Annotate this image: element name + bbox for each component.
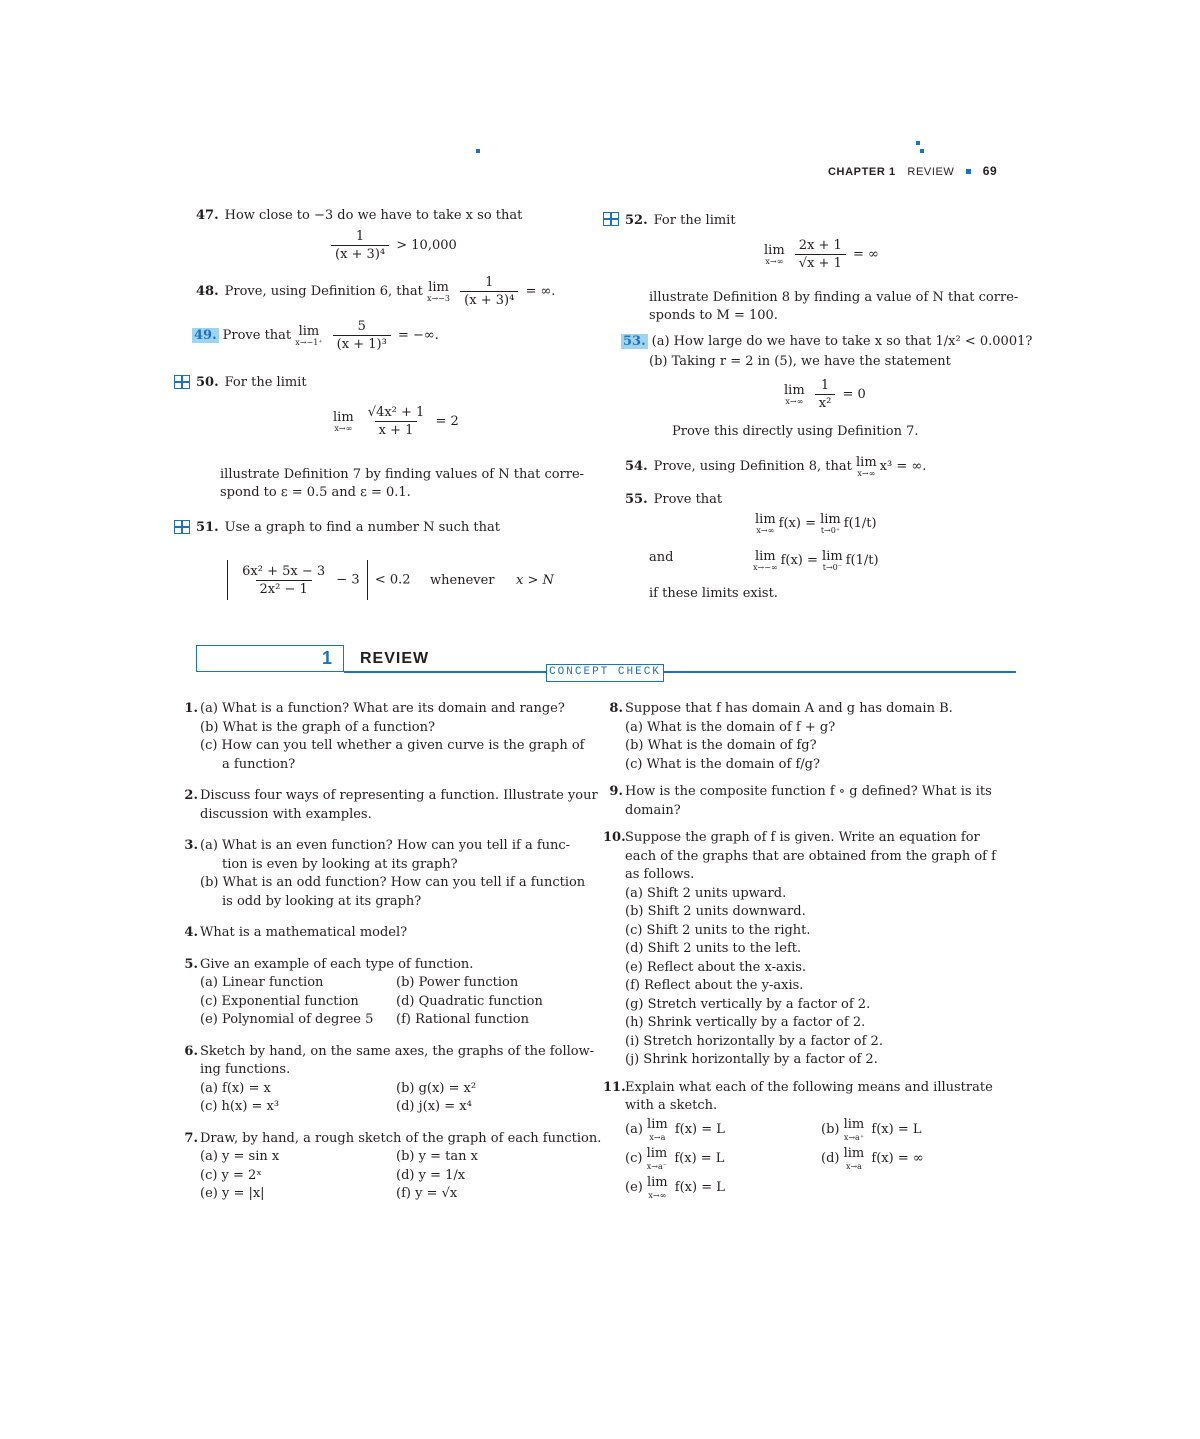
review-item: [184, 1130, 602, 1204]
minus-term: − 3: [332, 572, 360, 588]
item-number: 7.: [184, 1130, 198, 1146]
item-text: Suppose that f has domain A and g has domain B.: [625, 701, 953, 716]
item-line: [625, 1097, 993, 1116]
exercise-53-formula: [784, 378, 866, 411]
page-number: 69: [982, 164, 998, 178]
lim-label: lim: [333, 410, 354, 425]
lim-label: lim: [646, 1145, 668, 1161]
lim-expression: [647, 1116, 668, 1143]
item-text: (c) How can you tell whether a given curve is the graph of: [200, 738, 585, 753]
exercise-text: Prove, using Definition 8, that: [653, 459, 857, 474]
graphing-calculator-icon: [174, 520, 190, 534]
item-line: [625, 996, 996, 1015]
item-line: [184, 837, 585, 856]
limit-statement: f(x) = L: [670, 1121, 725, 1137]
graphing-calculator-icon: [603, 212, 619, 226]
lim-subscript: x→−3: [427, 294, 451, 303]
lim-subscript: x→∞: [785, 397, 804, 406]
grid-cell: [625, 1116, 821, 1143]
item-number: 6.: [184, 1043, 198, 1059]
exercise-47: [196, 208, 522, 223]
item-text: (b) What is the domain of fg?: [625, 738, 817, 753]
lhs: f(x) =: [780, 553, 823, 568]
item-line: [625, 977, 996, 996]
item-line: [625, 1014, 996, 1033]
item-number: 9.: [609, 784, 623, 799]
item-text: (a) What is an even function? How can you tell if a func-: [200, 838, 571, 853]
item-line: [200, 737, 584, 756]
grid-cell: (d) Quadratic function: [396, 993, 543, 1009]
item-text: (b) Shift 2 units downward.: [625, 904, 806, 919]
grid-cell: (a) Linear function: [200, 975, 324, 990]
review-item: [184, 837, 586, 911]
item-grid-row: [200, 1185, 601, 1204]
grid-cell: (a) f(x) = x: [200, 1080, 271, 1096]
lim-subscript: x→a⁻: [646, 1162, 667, 1171]
exercise-53: [621, 334, 1032, 349]
heading-rule: [344, 671, 1016, 673]
denominator: x + 1: [375, 421, 418, 438]
item-text: What is a mathematical model?: [200, 925, 408, 940]
chapter-label: CHAPTER 1: [828, 166, 896, 178]
lim-subscript: x→∞: [648, 1191, 667, 1200]
item-grid-row: [200, 974, 566, 993]
part-label: (c): [625, 1150, 647, 1166]
exercise-51: [196, 520, 500, 535]
item-text: (b) What is an odd function? How can you tell if a function: [200, 875, 586, 890]
item-line: [625, 756, 953, 775]
denominator: (x + 1)³: [333, 335, 391, 352]
review-item: [609, 783, 992, 820]
exercise-text: For the limit: [224, 375, 307, 390]
lim-label: lim: [646, 1174, 668, 1190]
item-text: (j) Shrink horizontally by a factor of 2.: [625, 1052, 878, 1067]
review-item: [184, 956, 566, 1030]
item-line: [625, 1051, 996, 1070]
item-text: Draw, by hand, a rough sketch of the graph of each function.: [200, 1130, 602, 1146]
grid-cell: (b) Power function: [396, 975, 519, 990]
numerator: 6x² + 5x − 3: [242, 563, 326, 579]
denominator: x²: [815, 394, 836, 411]
item-grid-row: [200, 1080, 594, 1099]
review-title: REVIEW: [360, 650, 430, 667]
item-line: [184, 700, 584, 719]
item-line: [200, 893, 585, 912]
item-text: (e) Reflect about the x-axis.: [625, 959, 807, 975]
item-line: [200, 719, 584, 738]
grid-cell: (f) Rational function: [396, 1012, 529, 1027]
lim-expression: [647, 1145, 668, 1172]
lim-subscript: x→∞: [857, 469, 876, 478]
item-line: [625, 848, 996, 867]
denominator: 2x² − 1: [256, 580, 312, 597]
item-line: [625, 940, 996, 959]
grid-cell: (a) y = sin x: [200, 1149, 280, 1164]
exercise-number: 49.: [194, 328, 217, 343]
rhs: f(1/t): [845, 553, 879, 568]
lim-subscript: x→−1⁺: [295, 338, 323, 347]
inequality: < 0.2: [374, 572, 411, 588]
item-grid-row: [625, 1116, 993, 1145]
part-label: (d): [821, 1150, 844, 1166]
lim-label: lim: [856, 455, 877, 470]
lim-subscript: x→∞: [756, 526, 775, 535]
denominator: √x + 1: [795, 254, 846, 271]
exercise-number: 53.: [623, 334, 646, 349]
item-line: [184, 787, 598, 806]
review-item: [184, 924, 408, 943]
item-line: [625, 922, 996, 941]
exercise-53-part-b: (b) Taking r = 2 in (5), we have the statement: [649, 354, 951, 369]
exercise-50: [196, 375, 307, 390]
lim-subscript: x→∞: [334, 424, 353, 433]
item-number: 8.: [609, 701, 623, 716]
grid-cell: (e) y = |x|: [200, 1186, 265, 1201]
lim-label: lim: [843, 1116, 865, 1132]
item-line: [184, 1130, 602, 1149]
grid-cell: [821, 1145, 991, 1172]
exercise-52: [625, 213, 736, 228]
lim-subscript: t→0⁻: [822, 563, 842, 572]
exercise-50-formula: [333, 405, 459, 438]
limit-value: = 0: [842, 387, 866, 402]
condition-text: x > N: [516, 573, 554, 588]
numerator: 1: [355, 229, 365, 244]
lim-label: lim: [843, 1145, 865, 1161]
blue-dot: [916, 141, 920, 145]
review-item: [609, 700, 953, 774]
exercise-55: [625, 492, 722, 507]
grid-cell: [821, 1116, 991, 1143]
item-line: [609, 700, 953, 719]
item-line: [625, 1033, 996, 1052]
limit-statement: f(x) = ∞: [867, 1150, 924, 1166]
item-grid-row: [625, 1145, 993, 1174]
part-a: (a) How large do we have to take x so that 1/x² < 0.0001?: [651, 334, 1033, 349]
item-text: domain?: [625, 802, 681, 818]
exercise-text: Prove, using Definition 6, that: [224, 284, 428, 299]
exercise-text: How close to −3 do we have to take x so that: [224, 208, 523, 223]
denominator: (x + 3)⁴: [460, 291, 518, 308]
item-text: a function?: [222, 756, 296, 772]
lim-subscript: t→0⁺: [820, 526, 841, 535]
item-line: [184, 956, 566, 975]
grid-cell: (f) y = √x: [396, 1186, 458, 1201]
exercise-number: 47.: [196, 208, 219, 223]
numerator: √4x² + 1: [367, 405, 425, 420]
item-line: [184, 924, 408, 943]
running-header: [828, 164, 997, 178]
exercise-text: Use a graph to find a number N such that: [224, 520, 500, 535]
exercise-52-desc2: sponds to M = 100.: [649, 308, 778, 323]
item-line: [200, 856, 585, 875]
exercise-number: 51.: [196, 520, 219, 535]
exercise-48: [196, 275, 555, 308]
grid-cell: (b) g(x) = x²: [396, 1080, 477, 1096]
grid-cell: (b) y = tan x: [396, 1149, 478, 1164]
item-text: (g) Stretch vertically by a factor of 2.: [625, 996, 871, 1012]
item-text: (a) Shift 2 units upward.: [625, 885, 787, 901]
section-label: REVIEW: [907, 166, 955, 178]
item-text: (c) Shift 2 units to the right.: [625, 922, 811, 938]
item-text: Give an example of each type of function.: [200, 956, 474, 972]
item-text: (f) Reflect about the y-axis.: [625, 978, 804, 993]
item-line: [609, 783, 992, 802]
exercise-text: Prove that: [222, 328, 296, 343]
lim-label: lim: [428, 280, 449, 295]
item-line: [200, 1061, 594, 1080]
item-text: (i) Stretch horizontally by a factor of 2.: [625, 1033, 883, 1049]
item-number: 11.: [603, 1079, 626, 1095]
exercise-47-formula: [328, 229, 457, 262]
lim-expression: [844, 1145, 865, 1172]
grid-cell: (e) Polynomial of degree 5: [200, 1012, 374, 1027]
grid-cell: (c) Exponential function: [200, 993, 359, 1009]
item-text: Explain what each of the following means and illustrate: [625, 1079, 993, 1095]
graphing-calculator-icon: [174, 375, 190, 389]
limit-value: = 2: [435, 414, 459, 429]
item-line: [200, 806, 598, 825]
item-line: [625, 802, 992, 821]
exercise-number: 54.: [625, 459, 648, 474]
part-label: (e): [625, 1179, 647, 1195]
limit-statement: f(x) = L: [670, 1150, 725, 1166]
item-text: discussion with examples.: [200, 806, 372, 822]
and-text: and: [649, 550, 674, 565]
exercise-52-desc1: illustrate Definition 8 by finding a value of N that corre-: [649, 290, 1019, 305]
lim-label: lim: [298, 324, 320, 339]
denominator: (x + 3)⁴: [331, 245, 389, 262]
item-grid-row: [200, 1011, 566, 1030]
limit-value: x³ = ∞.: [879, 459, 927, 474]
item-text: Sketch by hand, on the same axes, the graphs of the follow-: [200, 1043, 595, 1059]
exercise-51-formula: [224, 560, 411, 600]
numerator: 1: [485, 275, 494, 290]
exercise-number: 52.: [625, 213, 648, 228]
item-text: each of the graphs that are obtained from the graph of f: [625, 848, 996, 864]
grid-cell: (d) j(x) = x⁴: [396, 1099, 472, 1114]
limit-value: = ∞.: [525, 284, 556, 299]
exercise-number: 55.: [625, 492, 648, 507]
blue-dot: [920, 149, 924, 153]
item-number: 1.: [184, 701, 198, 716]
exercise-number: 48.: [196, 284, 219, 299]
item-text: with a sketch.: [625, 1098, 718, 1113]
exercise-55-eq2: lim x→−∞ f(x) = lim t→0⁻ f(1/t): [753, 549, 879, 572]
item-grid-row: [200, 1167, 601, 1186]
lim-subscript: x→a: [649, 1133, 666, 1142]
lim-expression: [647, 1174, 668, 1201]
exercise-54: [625, 455, 926, 478]
item-grid-row: [200, 993, 566, 1012]
item-text: How is the composite function f ∘ g defined? What is its: [625, 784, 992, 799]
exercise-55-tail: if these limits exist.: [649, 586, 778, 601]
item-number: 3.: [184, 838, 198, 853]
item-line: [625, 903, 996, 922]
item-line: [625, 866, 996, 885]
review-item: [184, 787, 598, 824]
lim-label: lim: [784, 383, 805, 398]
limit-statement: f(x) = L: [670, 1179, 725, 1195]
review-number: 1: [322, 648, 333, 668]
item-grid-row: [200, 1148, 601, 1167]
rhs: f(1/t): [843, 516, 877, 531]
item-line: [184, 1043, 595, 1062]
limit-value: = −∞.: [397, 328, 439, 343]
item-grid-row: [200, 1098, 594, 1117]
lim-subscript: x→a: [845, 1162, 862, 1171]
limit-statement: f(x) = L: [867, 1121, 922, 1137]
item-text: tion is even by looking at its graph?: [222, 856, 458, 872]
lim-subscript: x→−∞: [753, 563, 778, 572]
item-text: Discuss four ways of representing a function. Illustrate your: [200, 788, 598, 803]
whenever-text: whenever: [430, 573, 495, 588]
lim-label: lim: [647, 1116, 668, 1132]
item-number: 4.: [184, 925, 198, 940]
item-text: (b) What is the graph of a function?: [200, 719, 435, 735]
exercise-53-part-c: Prove this directly using Definition 7.: [672, 424, 919, 439]
lim-subscript: x→∞: [765, 257, 784, 266]
item-text: (a) What is a function? What are its domain and range?: [200, 701, 565, 716]
header-dot: [966, 169, 971, 174]
item-text: (a) What is the domain of f + g?: [625, 719, 836, 735]
review-item: [603, 1079, 993, 1203]
review-item: [184, 700, 585, 774]
exercise-52-formula: [764, 238, 879, 271]
item-line: [625, 719, 953, 738]
item-text: as follows.: [625, 867, 695, 882]
lim-expression: [844, 1116, 865, 1143]
lim-label: lim: [764, 243, 785, 258]
item-line: [625, 885, 996, 904]
item-grid-row: [625, 1174, 993, 1203]
grid-cell: [625, 1145, 821, 1172]
exercise-text: For the limit: [653, 213, 736, 228]
grid-cell: [625, 1174, 821, 1201]
part-label: (a): [625, 1121, 648, 1137]
item-line: [603, 1079, 993, 1098]
item-text: Suppose the graph of f is given. Write an equation for: [625, 830, 980, 845]
exercise-55-eq1: lim x→∞ f(x) = lim t→0⁺ f(1/t): [755, 512, 877, 535]
item-text: (d) Shift 2 units to the left.: [625, 941, 802, 956]
exercise-49: [192, 319, 439, 352]
exercise-50-desc2: spond to ε = 0.5 and ε = 0.1.: [220, 485, 411, 500]
item-number: 2.: [184, 788, 198, 803]
review-item: [184, 1043, 595, 1117]
lhs: f(x) =: [778, 516, 821, 531]
concept-check-label: CONCEPT CHECK: [546, 664, 664, 682]
item-text: (h) Shrink vertically by a factor of 2.: [625, 1015, 866, 1030]
inequality: > 10,000: [396, 238, 457, 253]
exercise-text: Prove that: [653, 492, 723, 507]
numerator: 1: [820, 378, 830, 393]
review-item: [603, 829, 996, 1070]
blue-dot: [476, 149, 480, 153]
exercise-50-desc1: illustrate Definition 7 by finding values of N that corre-: [220, 467, 585, 482]
exercise-number: 50.: [196, 375, 219, 390]
grid-cell: (c) y = 2ˣ: [200, 1167, 262, 1183]
item-line: [200, 756, 584, 775]
item-line: [625, 737, 953, 756]
grid-cell: (c) h(x) = x³: [200, 1099, 280, 1114]
item-text: (c) What is the domain of f/g?: [625, 756, 820, 772]
item-text: ing functions.: [200, 1062, 291, 1077]
limit-value: = ∞: [852, 247, 879, 262]
numerator: 2x + 1: [798, 238, 842, 253]
item-number: 10.: [603, 830, 626, 845]
item-line: [200, 874, 585, 893]
item-line: [625, 959, 996, 978]
part-label: (b): [821, 1121, 844, 1137]
numerator: 5: [357, 319, 366, 334]
grid-cell: (d) y = 1/x: [396, 1167, 466, 1183]
lim-subscript: x→a⁺: [843, 1133, 865, 1142]
item-text: is odd by looking at its graph?: [222, 893, 422, 909]
item-number: 5.: [184, 956, 198, 972]
item-line: [603, 829, 996, 848]
